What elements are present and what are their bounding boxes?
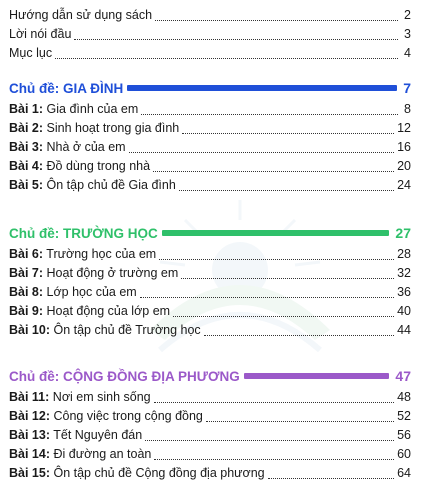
section-title: Chủ đề: TRƯỜNG HỌC [9,225,158,241]
lesson-number: Bài 6: [9,247,44,261]
page-number: 24 [397,178,411,192]
lesson-number: Bài 4: [9,159,44,173]
lesson-entry[interactable] [9,137,411,157]
lesson-entry[interactable] [9,156,411,176]
lesson-entry[interactable] [9,406,411,426]
lesson-title: Gia đình của em [43,102,139,116]
toc-entry[interactable] [9,5,411,25]
page-number: 40 [397,304,411,318]
lesson-number: Bài 3: [9,140,44,154]
lesson-number: Bài 15: [9,466,50,480]
page-number: 44 [397,323,411,337]
lesson-number: Bài 12: [9,409,50,423]
entry-title [9,178,176,192]
section-color-bar [127,85,397,91]
section-page-number: 47 [395,368,411,384]
lesson-entry[interactable] [9,387,411,407]
section-page-number: 27 [395,225,411,241]
lesson-title: Đồ dùng trong nhà [43,159,151,173]
dot-leader [159,247,394,260]
page-number: 64 [397,466,411,480]
lesson-title: Công việc trong cộng đồng [50,409,203,423]
lesson-number: Bài 11: [9,390,50,404]
dot-leader [145,428,394,441]
dot-leader [153,159,394,172]
entry-title [9,8,152,22]
lesson-number: Bài 5: [9,178,44,192]
section-title: Chủ đề: GIA ĐÌNH [9,80,124,96]
entry-title [9,409,203,423]
lesson-entry[interactable] [9,99,411,119]
lesson-title: Nơi em sinh sống [49,390,151,404]
entry-title [9,428,142,442]
toc-entry[interactable] [9,24,411,44]
entry-title [9,390,151,404]
dot-leader [141,102,398,115]
dot-leader [154,390,394,403]
lesson-number: Bài 1: [9,102,44,116]
dot-leader [140,285,394,298]
entry-title [9,121,179,135]
dot-leader [206,409,394,422]
page-number: 16 [397,140,411,154]
lesson-entry[interactable] [9,244,411,264]
section-heading[interactable] [9,222,411,244]
section-page-number: 7 [403,80,411,96]
dot-leader [179,178,394,191]
page-number: 48 [397,390,411,404]
page-number: 2 [404,8,411,22]
page-number: 52 [397,409,411,423]
page-number: 28 [397,247,411,261]
entry-title [9,447,151,461]
dot-leader [182,121,394,134]
lesson-number: Bài 13: [9,428,50,442]
lesson-title: Sinh hoạt trong gia đình [43,121,180,135]
entry-title [9,46,52,60]
entry-title [9,102,138,116]
lesson-title: Đi đường an toàn [50,447,152,461]
lesson-title: Trường học của em [43,247,157,261]
page-number: 20 [397,159,411,173]
section-color-bar [244,373,390,379]
dot-leader [55,46,398,59]
lesson-entry[interactable] [9,301,411,321]
lesson-number: Bài 10: [9,323,50,337]
page-number: 8 [404,102,411,116]
page-number: 12 [397,121,411,135]
lesson-title: Hoạt động ở trường em [43,266,179,280]
lesson-number: Bài 7: [9,266,44,280]
toc-entry[interactable] [9,43,411,63]
lesson-title: Hướng dẫn sử dụng sách [9,8,153,22]
entry-title [9,304,170,318]
entry-title [9,285,137,299]
section-heading[interactable] [9,77,411,99]
page-number: 60 [397,447,411,461]
page-number: 3 [404,27,411,41]
entry-title [9,140,126,154]
lesson-number: Bài 2: [9,121,44,135]
entry-title [9,247,156,261]
dot-leader [155,8,398,21]
dot-leader [268,466,394,479]
section-title: Chủ đề: CỘNG ĐỒNG ĐỊA PHƯƠNG [9,368,240,384]
lesson-entry[interactable] [9,282,411,302]
lesson-entry[interactable] [9,425,411,445]
entry-title [9,266,178,280]
entry-title [9,159,150,173]
lesson-title: Nhà ở của em [43,140,126,154]
lesson-title: Mục lục [9,46,53,60]
dot-leader [74,27,398,40]
lesson-title: Ôn tập chủ đề Trường học [50,323,201,337]
page-number: 32 [397,266,411,280]
page-number: 4 [404,46,411,60]
lesson-title: Ôn tập chủ đề Cộng đồng địa phương [50,466,265,480]
section-heading[interactable] [9,365,411,387]
lesson-title: Lời nói đầu [9,27,72,41]
lesson-number: Bài 8: [9,285,44,299]
lesson-entry[interactable] [9,463,411,483]
dot-leader [173,304,394,317]
entry-title [9,27,71,41]
lesson-title: Tết Nguyên đán [50,428,143,442]
page-number: 56 [397,428,411,442]
lesson-entry[interactable] [9,444,411,464]
dot-leader [129,140,395,153]
lesson-title: Lớp học của em [43,285,137,299]
lesson-entry[interactable] [9,320,411,340]
lesson-number: Bài 9: [9,304,44,318]
dot-leader [181,266,394,279]
dot-leader [204,323,394,336]
section-color-bar [162,230,390,236]
lesson-entry[interactable] [9,118,411,138]
lesson-entry[interactable] [9,263,411,283]
entry-title [9,323,201,337]
lesson-title: Hoạt động của lớp em [43,304,171,318]
lesson-entry[interactable] [9,175,411,195]
entry-title [9,466,265,480]
lesson-number: Bài 14: [9,447,50,461]
lesson-title: Ôn tập chủ đề Gia đình [43,178,176,192]
page-number: 36 [397,285,411,299]
dot-leader [154,447,394,460]
